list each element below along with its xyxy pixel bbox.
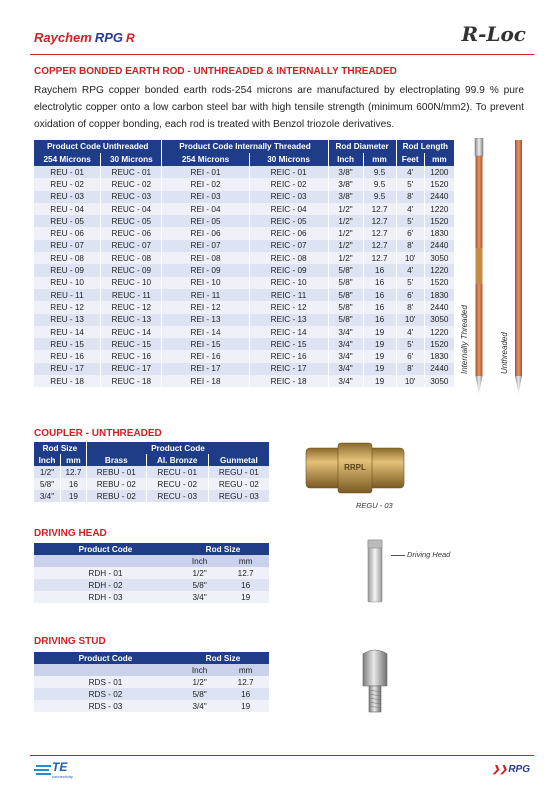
table-row: [34, 688, 269, 700]
coupler-table: [34, 442, 270, 502]
table-cell: RECU - 02: [146, 478, 208, 490]
driving-head-label: [407, 550, 450, 559]
rpg-chevron-icon: ❯❯: [492, 764, 508, 774]
table-cell: 4': [396, 326, 424, 338]
table-cell: 19: [363, 338, 396, 350]
header-rod-diameter: Rod Diameter: [328, 140, 396, 153]
table-cell: REI - 09: [162, 264, 249, 276]
table-cell: REU - 07: [34, 240, 101, 252]
table-cell: 3/4": [34, 490, 60, 502]
table-cell: REIC - 06: [249, 227, 328, 239]
table-cell: 1/2": [177, 567, 222, 579]
table-cell: REU - 13: [34, 314, 101, 326]
table-cell: REUC - 17: [101, 363, 162, 375]
table-cell: 2440: [424, 301, 454, 313]
table-cell: 3050: [424, 314, 454, 326]
table-cell: 2440: [424, 240, 454, 252]
table-cell: 1200: [424, 166, 454, 178]
table-cell: REU - 17: [34, 363, 101, 375]
table-cell: REU - 18: [34, 375, 101, 387]
subheader-cell: Inch: [34, 454, 60, 466]
table-cell: REI - 03: [162, 191, 249, 203]
table-cell: REUC - 15: [101, 338, 162, 350]
table-cell: REUC - 07: [101, 240, 162, 252]
table-cell: 1830: [424, 289, 454, 301]
table-row: [34, 227, 455, 239]
coupler-image: [300, 440, 410, 495]
driving-head-title: DRIVING HEAD: [34, 528, 107, 539]
table-cell: 12.7: [222, 567, 269, 579]
table-cell: REUC - 09: [101, 264, 162, 276]
table-cell: 12.7: [363, 203, 396, 215]
table-row: [34, 676, 269, 688]
header-divider: [30, 54, 534, 55]
table-cell: 9.5: [363, 191, 396, 203]
subheader-cell: Al. Bronze: [146, 454, 208, 466]
table-cell: 4': [396, 264, 424, 276]
table-cell: RDS - 01: [34, 676, 177, 688]
subheader-cell: Brass: [86, 454, 146, 466]
table-cell: 1/2": [328, 227, 363, 239]
subheader-cell: mm: [363, 153, 396, 166]
table-cell: 5': [396, 338, 424, 350]
table-cell: 3/4": [328, 363, 363, 375]
table-cell: REUC - 01: [101, 166, 162, 178]
table-cell: 1220: [424, 203, 454, 215]
table-cell: 2440: [424, 191, 454, 203]
brand-rpg: RPG: [94, 30, 123, 45]
driving-head-drawing: [360, 536, 390, 606]
table-row: [34, 215, 455, 227]
table-cell: 12.7: [222, 676, 269, 688]
table-cell: 19: [363, 363, 396, 375]
table-cell: 4': [396, 203, 424, 215]
table-cell: 19: [60, 490, 86, 502]
table-cell: 16: [363, 314, 396, 326]
table-cell: REUC - 16: [101, 350, 162, 362]
header-ds-inch: Inch: [177, 664, 222, 676]
table-cell: REI - 12: [162, 301, 249, 313]
table-cell: REBU - 01: [86, 466, 146, 478]
table-cell: REIC - 12: [249, 301, 328, 313]
table-cell: 5/8": [328, 314, 363, 326]
table-cell: REI - 15: [162, 338, 249, 350]
table-cell: REI - 16: [162, 350, 249, 362]
table-cell: REIC - 14: [249, 326, 328, 338]
table-cell: 5': [396, 178, 424, 190]
table-cell: REU - 01: [34, 166, 101, 178]
table-cell: 16: [222, 579, 269, 591]
table-row: [34, 240, 455, 252]
table-cell: 16: [363, 301, 396, 313]
table-cell: 3/4": [328, 338, 363, 350]
table-cell: REI - 13: [162, 314, 249, 326]
table-cell: REU - 16: [34, 350, 101, 362]
table-cell: 4': [396, 166, 424, 178]
table-cell: 6': [396, 350, 424, 362]
header-dh-inch: Inch: [177, 555, 222, 567]
table-cell: REU - 06: [34, 227, 101, 239]
table-cell: REIC - 09: [249, 264, 328, 276]
rod-thread-mid: [476, 248, 483, 284]
table-cell: 16: [363, 277, 396, 289]
table-cell: REUC - 13: [101, 314, 162, 326]
header-internally-threaded: Product Code Internally Threaded: [162, 140, 328, 153]
table-row: [34, 301, 455, 313]
table-cell: REGU - 01: [208, 466, 269, 478]
table-cell: REI - 11: [162, 289, 249, 301]
header-unthreaded: Product Code Unthreaded: [34, 140, 162, 153]
header-rod-size: Rod Size: [34, 442, 86, 454]
table-cell: REU - 03: [34, 191, 101, 203]
subheader-cell: Inch: [328, 153, 363, 166]
table-cell: 9.5: [363, 166, 396, 178]
table-cell: 3/8": [328, 166, 363, 178]
rod-copper-upper: [476, 156, 483, 248]
table-cell: 12.7: [60, 466, 86, 478]
label-internally-threaded: Internally Threaded: [460, 305, 469, 374]
table-cell: 1520: [424, 277, 454, 289]
rpg-footer-text: RPG: [508, 764, 530, 775]
table-row: [34, 478, 270, 490]
table-cell: 8': [396, 301, 424, 313]
table-cell: 1/2": [328, 240, 363, 252]
coupler-section-title: COUPLER - UNTHREADED: [34, 428, 162, 439]
table-cell: 3/4": [328, 326, 363, 338]
table-cell: REUC - 10: [101, 277, 162, 289]
table-cell: REU - 09: [34, 264, 101, 276]
table-cell: REI - 05: [162, 215, 249, 227]
table-cell: 19: [363, 326, 396, 338]
table-cell: REBU - 02: [86, 478, 146, 490]
table-cell: 5/8": [177, 579, 222, 591]
table-cell: 12.7: [363, 215, 396, 227]
table-row: [34, 289, 455, 301]
table-cell: REI - 04: [162, 203, 249, 215]
table-cell: 1220: [424, 326, 454, 338]
table-cell: REI - 08: [162, 252, 249, 264]
table-cell: REUC - 02: [101, 178, 162, 190]
table-cell: RDH - 01: [34, 567, 177, 579]
table-cell: 10': [396, 252, 424, 264]
coupler-drawing: [300, 440, 410, 495]
table-cell: 19: [222, 700, 269, 712]
table-cell: REIC - 15: [249, 338, 328, 350]
te-stripes-icon: [34, 764, 54, 778]
table-cell: 9.5: [363, 178, 396, 190]
table-cell: REI - 01: [162, 166, 249, 178]
table-cell: REI - 07: [162, 240, 249, 252]
table-cell: REUC - 18: [101, 375, 162, 387]
table-cell: 6': [396, 289, 424, 301]
table-cell: 16: [363, 289, 396, 301]
table-cell: 6': [396, 227, 424, 239]
table-row: [34, 700, 269, 712]
brand-mark: R: [125, 31, 135, 45]
rod-tip: [476, 376, 483, 394]
table-cell: 3/4": [177, 700, 222, 712]
table-cell: 3050: [424, 252, 454, 264]
table-cell: REU - 02: [34, 178, 101, 190]
table-cell: REU - 05: [34, 215, 101, 227]
table-cell: 1830: [424, 227, 454, 239]
table-cell: 16: [363, 264, 396, 276]
header-ds-blank: [34, 664, 177, 676]
table-cell: REIC - 13: [249, 314, 328, 326]
table-cell: RECU - 03: [146, 490, 208, 502]
table-cell: 5': [396, 215, 424, 227]
driving-stud-table: [34, 652, 269, 712]
table-row: [34, 277, 455, 289]
table-cell: 5/8": [177, 688, 222, 700]
table-cell: 3/4": [328, 375, 363, 387]
header-dh-mm: mm: [222, 555, 269, 567]
table-cell: 1830: [424, 350, 454, 362]
table-cell: 1220: [424, 264, 454, 276]
table-cell: REGU - 03: [208, 490, 269, 502]
table-cell: REIC - 16: [249, 350, 328, 362]
table-row: [34, 166, 455, 178]
table-cell: 5/8": [328, 277, 363, 289]
table-cell: 5/8": [328, 289, 363, 301]
table-cell: REU - 15: [34, 338, 101, 350]
table-cell: 1520: [424, 178, 454, 190]
table-row: [34, 490, 270, 502]
te-logo-text: TE: [52, 760, 68, 774]
table-cell: REI - 06: [162, 227, 249, 239]
table-cell: 1520: [424, 338, 454, 350]
subheader-cell: Gunmetal: [208, 454, 269, 466]
table-cell: 8': [396, 363, 424, 375]
table-row: [34, 314, 455, 326]
table-cell: 5': [396, 277, 424, 289]
table-cell: 5/8": [34, 478, 60, 490]
driving-stud-drawing: [355, 646, 395, 718]
table-row: [34, 264, 455, 276]
table-cell: 5/8": [328, 264, 363, 276]
table-cell: 1/2": [34, 466, 60, 478]
raychem-rpg-logo: [34, 30, 135, 45]
table-cell: RECU - 01: [146, 466, 208, 478]
table-cell: REIC - 07: [249, 240, 328, 252]
table-row: [34, 203, 455, 215]
table-cell: 8': [396, 240, 424, 252]
table-cell: REUC - 14: [101, 326, 162, 338]
table-cell: REU - 11: [34, 289, 101, 301]
driving-stud-title: DRIVING STUD: [34, 636, 106, 647]
table-cell: 3050: [424, 375, 454, 387]
header-dh-rod-size: Rod Size: [177, 543, 269, 555]
table-cell: REI - 17: [162, 363, 249, 375]
table-cell: REU - 14: [34, 326, 101, 338]
table-cell: 12.7: [363, 252, 396, 264]
table-cell: RDH - 02: [34, 579, 177, 591]
table-cell: REU - 12: [34, 301, 101, 313]
subheader-cell: mm: [424, 153, 454, 166]
rod-unthreaded-tip: [515, 376, 522, 394]
table-cell: 1520: [424, 215, 454, 227]
table-row: [34, 350, 455, 362]
table-cell: REUC - 04: [101, 203, 162, 215]
table-cell: RDS - 03: [34, 700, 177, 712]
table-cell: REU - 08: [34, 252, 101, 264]
table-cell: 19: [222, 591, 269, 603]
table-cell: 10': [396, 314, 424, 326]
driving-head-image: [360, 536, 390, 606]
driving-stud-image: [355, 646, 395, 718]
rloc-logo: R-Loc: [461, 22, 526, 46]
subheader-cell: Feet: [396, 153, 424, 166]
table-cell: 12.7: [363, 240, 396, 252]
header-dh-blank: [34, 555, 177, 567]
table-cell: 3/4": [328, 350, 363, 362]
table-row: [34, 338, 455, 350]
footer-divider: [30, 755, 534, 756]
earth-rod-table: [34, 140, 455, 387]
table-cell: REUC - 06: [101, 227, 162, 239]
subheader-cell: 254 Microns: [162, 153, 249, 166]
table-cell: REUC - 08: [101, 252, 162, 264]
table-cell: REIC - 03: [249, 191, 328, 203]
header-ds-product-code: Product Code: [34, 652, 177, 664]
header-rod-length: Rod Length: [396, 140, 454, 153]
table-cell: 10': [396, 375, 424, 387]
table-cell: 19: [363, 350, 396, 362]
header-ds-mm: mm: [222, 664, 269, 676]
rod-description: Raychem RPG copper bonded earth rods-254 microns are manufactured by electroplating 99.9 % pure electrolytic copper onto a low carbon steel bar with high tensile strength (minimum 600N/mm2). To prevent oxidation of copper bonding, each rod is treated with Benzol triozole derivatives.: [34, 85, 524, 130]
table-cell: REI - 02: [162, 178, 249, 190]
table-cell: REU - 10: [34, 277, 101, 289]
table-row: [34, 363, 455, 375]
table-cell: REIC - 17: [249, 363, 328, 375]
table-cell: REIC - 02: [249, 178, 328, 190]
table-cell: 5/8": [328, 301, 363, 313]
page-header: [0, 0, 556, 56]
table-row: [34, 178, 455, 190]
table-row: [34, 466, 270, 478]
table-cell: RDS - 02: [34, 688, 177, 700]
table-cell: 3/8": [328, 191, 363, 203]
table-cell: 3/8": [328, 178, 363, 190]
table-cell: 12.7: [363, 227, 396, 239]
table-row: [34, 591, 269, 603]
table-cell: REIC - 04: [249, 203, 328, 215]
earth-rods-illustration: [460, 138, 538, 400]
label-unthreaded: Unthreaded: [500, 332, 509, 374]
rpg-footer-logo: [492, 764, 530, 775]
table-cell: REI - 10: [162, 277, 249, 289]
table-cell: RDH - 03: [34, 591, 177, 603]
table-cell: 1/2": [328, 252, 363, 264]
table-row: [34, 252, 455, 264]
table-cell: 1/2": [177, 676, 222, 688]
table-cell: REI - 14: [162, 326, 249, 338]
coupler-caption: REGU - 03: [356, 501, 393, 510]
table-cell: REIC - 10: [249, 277, 328, 289]
pointer-line-icon: [391, 555, 405, 556]
header-product-code: Product Code: [86, 442, 269, 454]
header-ds-rod-size: Rod Size: [177, 652, 269, 664]
subheader-cell: 30 Microns: [249, 153, 328, 166]
table-cell: 16: [222, 688, 269, 700]
rod-section-title: COPPER BONDED EARTH ROD - UNTHREADED & INTERNALLY THREADED: [34, 66, 397, 77]
table-cell: 1/2": [328, 203, 363, 215]
rod-unthreaded-body: [515, 140, 522, 376]
table-cell: REUC - 12: [101, 301, 162, 313]
coupler-engraving: RRPL: [344, 463, 366, 472]
rod-thread-top: [475, 138, 483, 156]
table-cell: 2440: [424, 363, 454, 375]
table-row: [34, 326, 455, 338]
rod-copper-lower: [476, 284, 483, 376]
table-cell: 1/2": [328, 215, 363, 227]
header-dh-product-code: Product Code: [34, 543, 177, 555]
table-row: [34, 375, 455, 387]
table-cell: REUC - 11: [101, 289, 162, 301]
table-cell: REBU - 02: [86, 490, 146, 502]
table-cell: 16: [60, 478, 86, 490]
table-cell: REIC - 08: [249, 252, 328, 264]
table-cell: REIC - 01: [249, 166, 328, 178]
brand-raychem: Raychem: [34, 30, 92, 45]
table-cell: REIC - 11: [249, 289, 328, 301]
table-cell: 3/4": [177, 591, 222, 603]
table-cell: REIC - 05: [249, 215, 328, 227]
driving-head-table: [34, 543, 269, 603]
table-cell: REIC - 18: [249, 375, 328, 387]
table-cell: 8': [396, 191, 424, 203]
subheader-cell: 254 Microns: [34, 153, 101, 166]
driving-head-label-text: Driving Head: [407, 550, 451, 559]
table-cell: REUC - 05: [101, 215, 162, 227]
subheader-cell: 30 Microns: [101, 153, 162, 166]
subheader-cell: mm: [60, 454, 86, 466]
table-cell: 19: [363, 375, 396, 387]
table-cell: REUC - 03: [101, 191, 162, 203]
table-row: [34, 191, 455, 203]
table-cell: REI - 18: [162, 375, 249, 387]
table-cell: REGU - 02: [208, 478, 269, 490]
table-row: [34, 567, 269, 579]
table-cell: REU - 04: [34, 203, 101, 215]
te-logo-subtext: connectivity: [52, 774, 73, 779]
table-row: [34, 579, 269, 591]
